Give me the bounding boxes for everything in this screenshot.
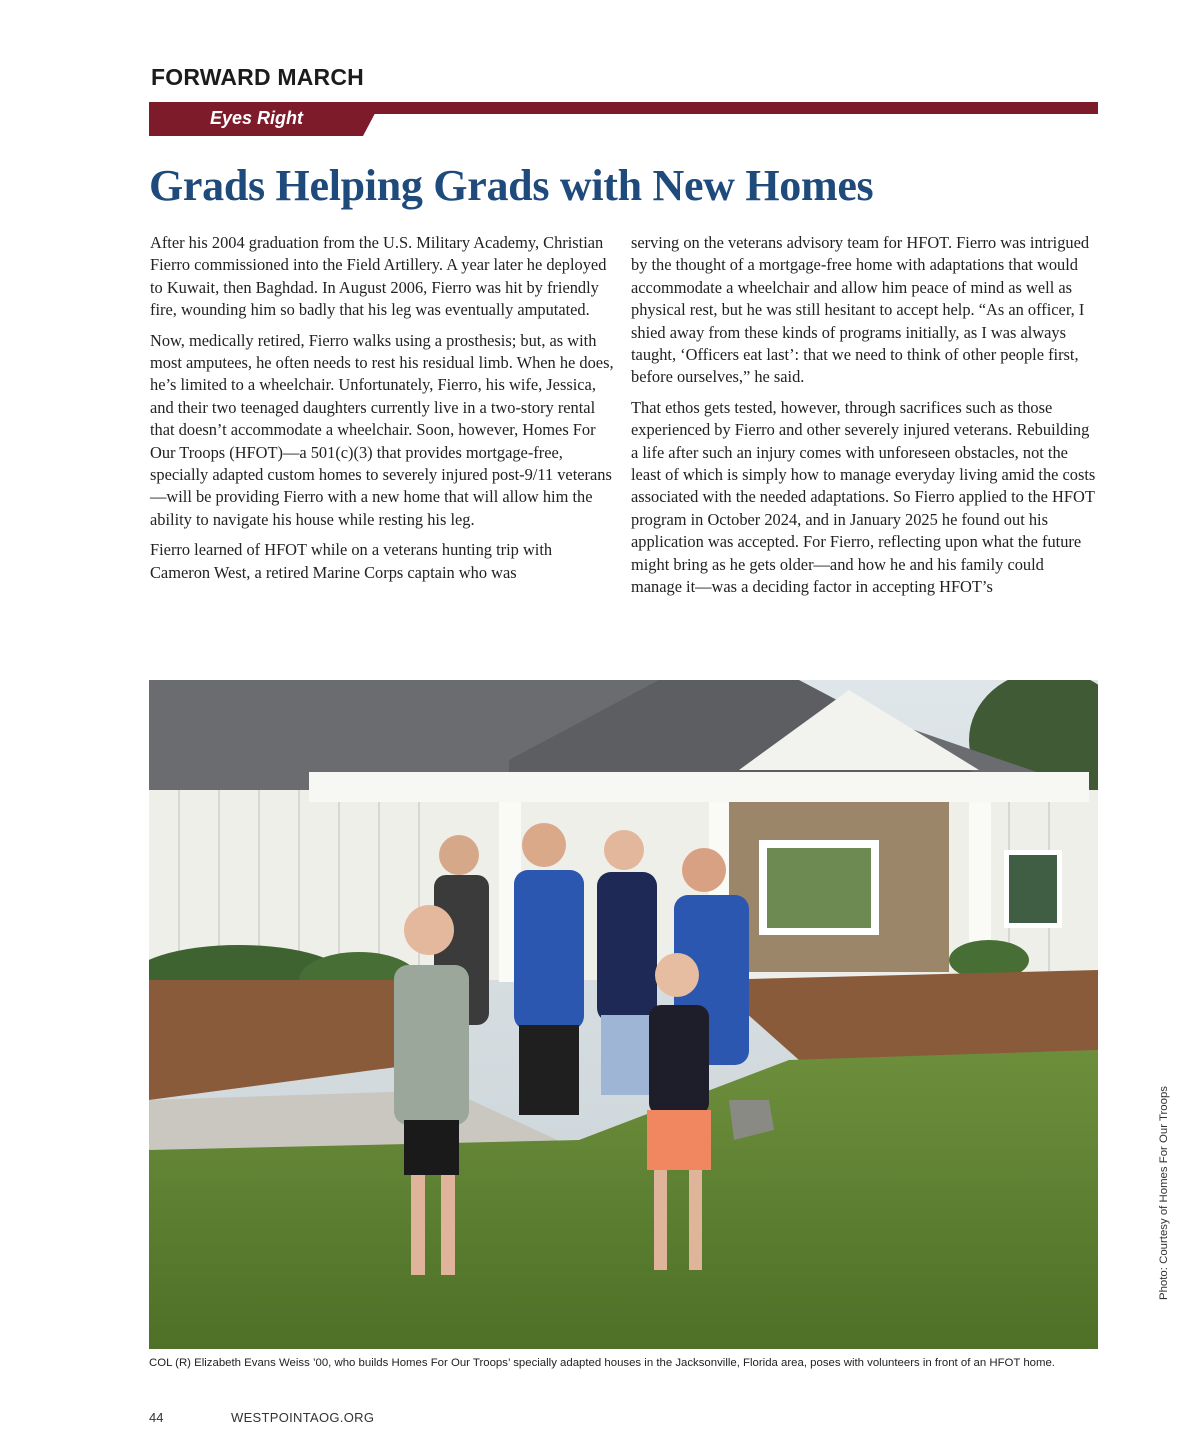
paragraph: Now, medically retired, Fierro walks using a prosthesis; but, as with most amputees, he often needs to rest his residual limb. When he does, he’s limited to a wheelchair. Unfortunately, Fierro, his wife, Jessica, and their two teenaged daughters currently live in a two-story rental that doesn’t accommodate a wheelchair. Soon, however, Homes For Our Troops (HFOT)—a 501(c)(3) that provides mortgage-free, specially adapted custom homes to severely injured post-9/11 veterans—will be providing Fierro with a new home that will allow him the ability to navigate his house while resting his leg. — [150, 330, 614, 529]
section-title: FORWARD MARCH — [151, 64, 364, 90]
subsection-label: Eyes Right — [210, 108, 304, 128]
paragraph: That ethos gets tested, however, through sacrifices such as those experienced by Fierro and other severely injured veterans. Rebuilding a life after such an injury comes with unforeseen obstacles, not the least of which is simply how to manage everyday living amid the costs associated with the needed adaptations. So Fierro applied to the HFOT program in October 2024, and in January 2025 he found out his application was accepted. For Fierro, reflecting upon what the future might bring as he gets older—and how he and his family could manage it—was a deciding factor in accepting HFOT’s — [631, 397, 1096, 597]
body-column-right — [631, 232, 1097, 607]
article-headline: Grads Helping Grads with New Homes — [149, 161, 874, 210]
body-column-left — [150, 232, 616, 592]
footer-site: WESTPOINTAOG.ORG — [231, 1410, 375, 1425]
paragraph: serving on the veterans advisory team for HFOT. Fierro was intrigued by the thought of a mortgage-free home with adaptations that would accommodate a wheelchair and allow him peace of mind as well as physical rest, but he was still hesitant to accept help. “As an officer, I shied away from these kinds of programs initially, as I was always taught, ‘Officers eat last’: that we need to think of other people first, before ourselves,” he said. — [631, 233, 1090, 387]
page-number: 44 — [149, 1410, 164, 1425]
photo-caption: COL (R) Elizabeth Evans Weiss ’00, who builds Homes For Our Troops’ specially adapted houses in the Jacksonville, Florida area, poses with volunteers in front of an HFOT home. — [149, 1357, 1055, 1369]
paragraph: Fierro learned of HFOT while on a veterans hunting trip with Cameron West, a retired Marine Corps captain who was — [150, 540, 553, 582]
paragraph: After his 2004 graduation from the U.S. Military Academy, Christian Fierro commissioned into the Field Artillery. A year later he deployed to Kuwait, then Baghdad. In August 2006, Fierro was hit by friendly fire, wounding him so badly that his leg was eventually amputated. — [150, 233, 607, 320]
photo-credit: Photo: Courtesy of Homes For Our Troops — [1158, 1086, 1170, 1300]
feature-photo — [149, 680, 1098, 1349]
